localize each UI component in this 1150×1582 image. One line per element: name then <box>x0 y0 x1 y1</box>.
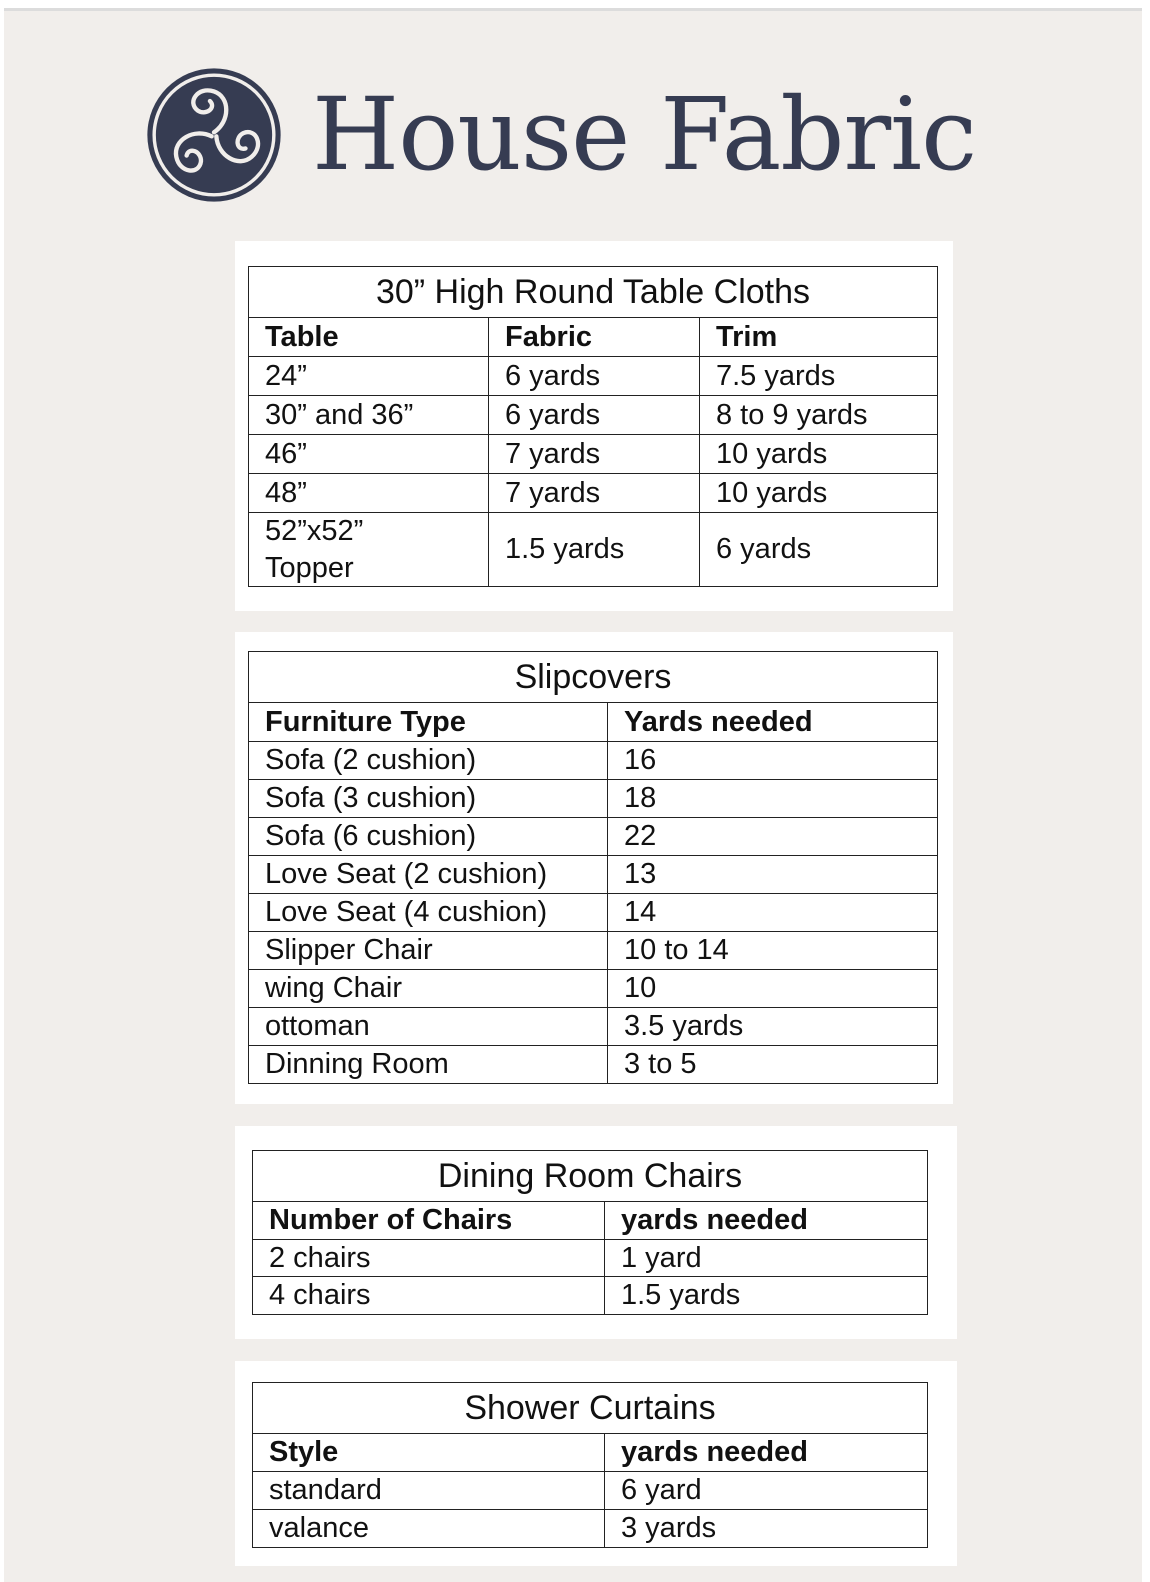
dining-chairs-table <box>252 1150 928 1315</box>
table-cell: 3 yards <box>605 1510 928 1548</box>
slipcovers-card <box>235 632 953 1104</box>
column-header: Style <box>253 1434 605 1472</box>
table-cell: Slipper Chair <box>249 932 608 970</box>
table-cell: Sofa (6 cushion) <box>249 818 608 856</box>
table-cell: standard <box>253 1472 605 1510</box>
table-cell: 3.5 yards <box>608 1008 938 1046</box>
table-cell: 48” <box>249 474 489 513</box>
slipcovers-table <box>248 651 938 1084</box>
table-cell: Love Seat (4 cushion) <box>249 894 608 932</box>
table-cell: 18 <box>608 780 938 818</box>
table-cell: 10 to 14 <box>608 932 938 970</box>
table-cell: 46” <box>249 435 489 474</box>
table-cell: 6 yards <box>489 396 700 435</box>
brand-name: House Fabric <box>312 76 977 193</box>
table-cell: 1.5 yards <box>489 513 700 587</box>
table-cell: 7 yards <box>489 435 700 474</box>
page <box>4 8 1142 1582</box>
table-cell: 6 yards <box>489 357 700 396</box>
table-row <box>253 1510 928 1548</box>
table-row <box>249 742 938 780</box>
column-header: Furniture Type <box>249 703 608 742</box>
table-cell: 7 yards <box>489 474 700 513</box>
table-cell: 2 chairs <box>253 1240 605 1277</box>
dining-chairs-title: Dining Room Chairs <box>253 1151 928 1202</box>
shower-curtains-title: Shower Curtains <box>253 1383 928 1434</box>
table-row <box>253 1277 928 1314</box>
dining-chairs-card <box>235 1126 957 1339</box>
table-cell: 13 <box>608 856 938 894</box>
table-cell: Dinning Room <box>249 1046 608 1084</box>
table-row <box>249 932 938 970</box>
table-cell: 16 <box>608 742 938 780</box>
table-row <box>249 970 938 1008</box>
table-row <box>249 396 938 435</box>
column-header: yards needed <box>605 1202 928 1240</box>
table-row <box>249 357 938 396</box>
table-cell: 10 yards <box>700 474 938 513</box>
table-cell: 7.5 yards <box>700 357 938 396</box>
table-row <box>249 435 938 474</box>
tablecloths-table <box>248 266 938 587</box>
tablecloths-card <box>235 241 953 611</box>
table-cell: 10 yards <box>700 435 938 474</box>
triskele-icon <box>146 67 282 203</box>
table-cell: 6 yards <box>700 513 938 587</box>
table-row <box>249 1008 938 1046</box>
table-row <box>249 818 938 856</box>
column-header: Table <box>249 318 489 357</box>
column-header: Fabric <box>489 318 700 357</box>
shower-curtains-card <box>235 1361 957 1566</box>
table-cell: 1 yard <box>605 1240 928 1277</box>
table-cell: 30” and 36” <box>249 396 489 435</box>
table-cell: wing Chair <box>249 970 608 1008</box>
table-cell <box>249 513 489 587</box>
table-cell: Sofa (2 cushion) <box>249 742 608 780</box>
table-cell: 6 yard <box>605 1472 928 1510</box>
table-row <box>253 1472 928 1510</box>
table-cell: 24” <box>249 357 489 396</box>
table-cell: ottoman <box>249 1008 608 1046</box>
table-row <box>249 513 938 587</box>
table-cell: 4 chairs <box>253 1277 605 1314</box>
table-row <box>249 474 938 513</box>
tablecloths-title: 30” High Round Table Cloths <box>249 267 938 318</box>
table-cell: valance <box>253 1510 605 1548</box>
table-cell: Love Seat (2 cushion) <box>249 856 608 894</box>
column-header: Trim <box>700 318 938 357</box>
table-cell: Sofa (3 cushion) <box>249 780 608 818</box>
table-cell: 14 <box>608 894 938 932</box>
table-cell: 8 to 9 yards <box>700 396 938 435</box>
shower-curtains-table <box>252 1382 928 1548</box>
table-cell: 1.5 yards <box>605 1277 928 1314</box>
table-row <box>253 1240 928 1277</box>
cell-line: 52”x52” <box>265 515 364 548</box>
column-header: yards needed <box>605 1434 928 1472</box>
table-row <box>249 894 938 932</box>
table-cell: 10 <box>608 970 938 1008</box>
column-header: Yards needed <box>608 703 938 742</box>
slipcovers-title: Slipcovers <box>249 652 938 703</box>
table-cell: 3 to 5 <box>608 1046 938 1084</box>
table-cell: 22 <box>608 818 938 856</box>
table-row <box>249 856 938 894</box>
brand-header <box>146 67 976 203</box>
column-header: Number of Chairs <box>253 1202 605 1240</box>
cell-line: Topper <box>265 551 354 584</box>
table-row <box>249 780 938 818</box>
table-row <box>249 1046 938 1084</box>
